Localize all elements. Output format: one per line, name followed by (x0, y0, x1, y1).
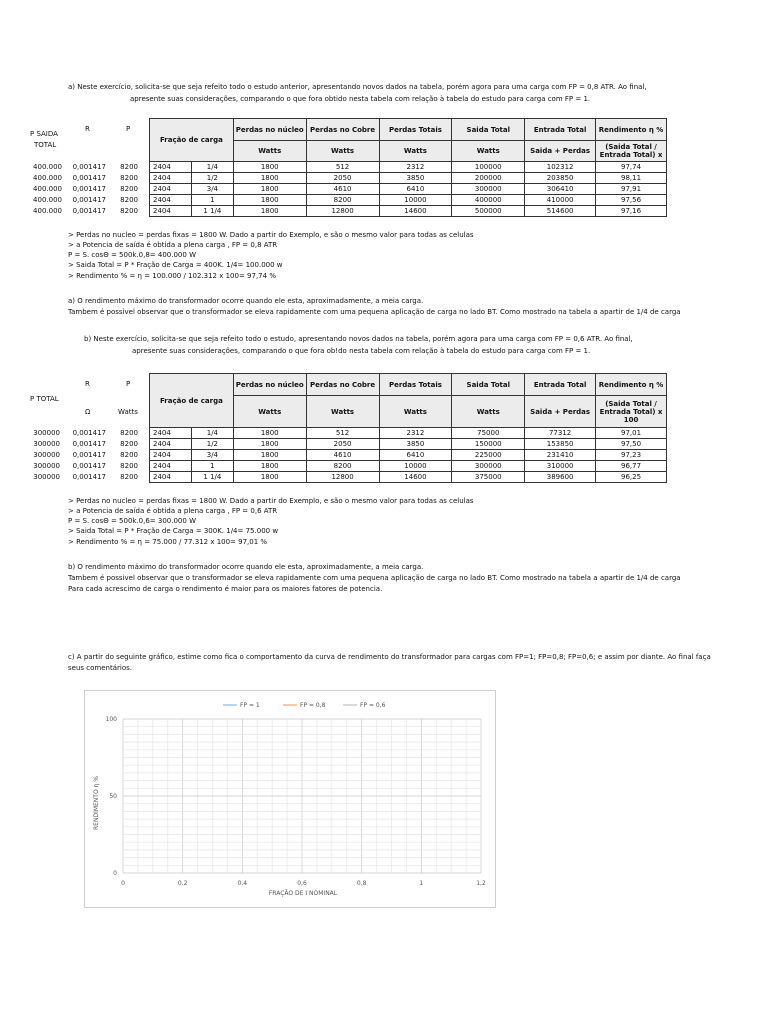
cell-frac: 1 (191, 461, 233, 472)
table-row (150, 439, 667, 450)
note: > a Potencia de saída é obtida a plena carga , FP = 0,8 ATR (68, 241, 278, 250)
cell-cobre: 512 (306, 162, 379, 173)
b-col-p (112, 428, 138, 483)
b-header-omega: Ω (85, 408, 91, 416)
cell-entrada: 410000 (525, 195, 596, 206)
cell-saida: 100000 (452, 162, 525, 173)
cell-cobre: 8200 (306, 461, 379, 472)
cell-n: 2404 (150, 472, 192, 483)
a-cell-p: 8200 (120, 185, 138, 193)
cell-cobre: 8200 (306, 195, 379, 206)
x-tick-label: 0,4 (237, 880, 248, 887)
th-watts: Watts (233, 141, 306, 162)
x-tick-label: 0 (121, 880, 125, 887)
b-cell-ptotal: 300000 (33, 429, 60, 437)
table-row (150, 461, 667, 472)
th-watts: Watts (452, 396, 525, 428)
section-b-conclusion-2: Tambem é possivel observar que o transformador se eleva rapidamente com uma pequena aplicação de carga no lado BT. Como mostrado na tabela a apartir de 1/4 de carga (68, 574, 681, 582)
x-tick-label: 0,8 (356, 880, 367, 887)
cell-saida: 300000 (452, 184, 525, 195)
cell-n: 2404 (150, 184, 192, 195)
cell-entrada: 203850 (525, 173, 596, 184)
b-cell-ptotal: 300000 (33, 451, 60, 459)
a-cell-p: 8200 (120, 207, 138, 215)
cell-nucleo: 1800 (233, 195, 306, 206)
th-watts: Watts (452, 141, 525, 162)
th-entrada-total: Entrada Total (525, 119, 596, 141)
section-b-notes (68, 496, 474, 547)
cell-frac: 1 (191, 195, 233, 206)
a-cell-ptotal: 400.000 (33, 207, 62, 215)
th-rendimento-formula (596, 396, 667, 428)
b-cell-p: 8200 (120, 429, 138, 437)
b-cell-ptotal: 300000 (33, 440, 60, 448)
b-cell-r: 0,001417 (72, 462, 106, 470)
th-perdas-totais: Perdas Totais (379, 119, 452, 141)
th-watts: Watts (233, 396, 306, 428)
th-saida-total: Saida Total (452, 374, 525, 396)
cell-totais: 6410 (379, 450, 452, 461)
note: > Rendimento % = η = 100.000 / 102.312 x 100= 97,74 % (68, 271, 276, 280)
b-cell-r: 0,001417 (72, 451, 106, 459)
section-a-conclusion-1: a) O rendimento máximo do transformador ocorre quando ele esta, aproximadamente, a meia carga. (68, 297, 424, 305)
rend-sub1: (Saida Total / (605, 143, 657, 151)
b-col-r (66, 428, 106, 483)
note: > Rendimento % = η = 75.000 / 77.312 x 100= 97,01 % (68, 537, 268, 546)
rend-sub2: Entrada Total) x (599, 151, 663, 159)
a-cell-ptotal: 400.000 (33, 196, 62, 204)
cell-saida: 150000 (452, 439, 525, 450)
b-cell-r: 0,001417 (72, 429, 106, 437)
a-cell-r: 0,001417 (72, 163, 106, 171)
section-b-conclusion-3: Para cada acrescimo de carga o rendimento é maior para os maiores fatores de potencia. (68, 585, 383, 593)
y-tick-label: 50 (109, 793, 117, 800)
note: P = S. cosΘ = 500k.0,8= 400.000 W (68, 251, 196, 260)
x-tick-label: 1 (419, 880, 424, 887)
b-header-p: P (126, 380, 131, 388)
cell-rend: 97,23 (596, 450, 667, 461)
a-header-p-saida: P SAIDA (30, 130, 58, 138)
a-header-r: R (85, 125, 90, 133)
table-b (149, 373, 667, 483)
cell-n: 2404 (150, 162, 192, 173)
cell-nucleo: 1800 (233, 439, 306, 450)
cell-entrada: 102312 (525, 162, 596, 173)
th-rendimento-formula (596, 141, 667, 162)
cell-frac: 1/2 (191, 439, 233, 450)
table-row (150, 162, 667, 173)
cell-cobre: 2050 (306, 439, 379, 450)
cell-frac: 1 1/4 (191, 472, 233, 483)
a-col-ptotal (22, 162, 62, 217)
cell-entrada: 77312 (525, 428, 596, 439)
cell-n: 2404 (150, 450, 192, 461)
a-cell-ptotal: 400.000 (33, 185, 62, 193)
a-cell-p: 8200 (120, 196, 138, 204)
section-a-conclusion-2: Tambem é possivel observar que o transformador se eleva rapidamente com uma pequena aplicação de carga no lado BT. Como mostrado na tabela a apartir de 1/4 de carga (68, 308, 681, 316)
th-perdas-nucleo: Perdas no núcleo (233, 119, 306, 141)
th-watts: Watts (379, 396, 452, 428)
cell-nucleo: 1800 (233, 206, 306, 217)
cell-rend: 96,77 (596, 461, 667, 472)
th-fracao: Fração de carga (150, 119, 234, 162)
cell-cobre: 512 (306, 428, 379, 439)
a-cell-r: 0,001417 (72, 174, 106, 182)
cell-cobre: 2050 (306, 173, 379, 184)
th-watts: Watts (306, 141, 379, 162)
cell-entrada: 231410 (525, 450, 596, 461)
th-entrada-total: Entrada Total (525, 374, 596, 396)
section-b-intro-line2: apresente suas considerações, comparando o que fora ob!do nesta tabela com relação à tabela do estudo para carga com FP = 1. (132, 347, 591, 355)
th-rendimento: Rendimento η % (596, 374, 667, 396)
y-tick-label: 0 (113, 870, 117, 877)
legend-label: FP = 1 (240, 702, 260, 709)
cell-saida: 225000 (452, 450, 525, 461)
cell-entrada: 310000 (525, 461, 596, 472)
table-row (150, 472, 667, 483)
cell-cobre: 4610 (306, 450, 379, 461)
b-cell-ptotal: 300000 (33, 462, 60, 470)
section-c-intro-line1: c) A partir do seguinte gráfico, estime como fica o comportamento da curva de rendimento do transformador para cargas com FP=1; FP=0,8; FP=0,6; e assim por diante. Ao final faça (68, 653, 711, 661)
cell-nucleo: 1800 (233, 173, 306, 184)
b-cell-ptotal: 300000 (33, 473, 60, 481)
a-cell-r: 0,001417 (72, 196, 106, 204)
section-a-notes (68, 230, 474, 281)
note: > Perdas no nucleo = perdas fixas = 1800 W. Dado a partir do Exemplo, e são o mesmo valor para todas as celulas (68, 231, 474, 239)
cell-totais: 2312 (379, 428, 452, 439)
cell-totais: 3850 (379, 173, 452, 184)
cell-frac: 1/4 (191, 162, 233, 173)
cell-frac: 3/4 (191, 184, 233, 195)
cell-rend: 97,91 (596, 184, 667, 195)
th-perdas-cobre: Perdas no Cobre (306, 119, 379, 141)
cell-totais: 3850 (379, 439, 452, 450)
chart-ticks (106, 716, 486, 887)
a-col-p (112, 162, 138, 217)
x-axis-label: FRAÇÃO DE I NOMINAL (268, 890, 338, 897)
chart-legend (223, 702, 386, 709)
cell-n: 2404 (150, 439, 192, 450)
table-row (150, 428, 667, 439)
a-cell-r: 0,001417 (72, 185, 106, 193)
cell-frac: 1 1/4 (191, 206, 233, 217)
b-col-ptotal (22, 428, 60, 483)
b-cell-p: 8200 (120, 462, 138, 470)
a-header-p: P (126, 125, 131, 133)
th-perdas-cobre: Perdas no Cobre (306, 374, 379, 396)
cell-rend: 97,56 (596, 195, 667, 206)
a-cell-p: 8200 (120, 163, 138, 171)
table-row (150, 195, 667, 206)
th-saida-perdas: Saida + Perdas (525, 141, 596, 162)
cell-frac: 1/2 (191, 173, 233, 184)
cell-entrada: 389600 (525, 472, 596, 483)
cell-entrada: 514600 (525, 206, 596, 217)
cell-saida: 375000 (452, 472, 525, 483)
b-cell-r: 0,001417 (72, 473, 106, 481)
cell-saida: 75000 (452, 428, 525, 439)
cell-rend: 97,50 (596, 439, 667, 450)
note: > Saida Total = P * Fração de Carga = 300K. 1/4= 75.000 w (68, 527, 279, 536)
b-cell-p: 8200 (120, 451, 138, 459)
th-rendimento: Rendimento η % (596, 119, 667, 141)
a-cell-p: 8200 (120, 174, 138, 182)
cell-saida: 200000 (452, 173, 525, 184)
a-cell-r: 0,001417 (72, 207, 106, 215)
rend-sub1: (Saida Total / (605, 399, 657, 408)
cell-n: 2404 (150, 206, 192, 217)
a-header-total: TOTAL (34, 141, 57, 149)
cell-nucleo: 1800 (233, 472, 306, 483)
table-row (150, 173, 667, 184)
th-saida-total: Saida Total (452, 119, 525, 141)
y-axis-label: RENDIMENTO η % (93, 776, 100, 830)
table-row (150, 184, 667, 195)
cell-n: 2404 (150, 195, 192, 206)
b-cell-p: 8200 (120, 473, 138, 481)
note: > Perdas no nucleo = perdas fixas = 1800 W. Dado a partir do Exemplo, e são o mesmo valor para todas as celulas (68, 497, 474, 505)
cell-nucleo: 1800 (233, 184, 306, 195)
cell-saida: 400000 (452, 195, 525, 206)
cell-frac: 1/4 (191, 428, 233, 439)
y-tick-label: 100 (105, 716, 117, 723)
a-col-r (66, 162, 106, 217)
cell-nucleo: 1800 (233, 461, 306, 472)
cell-frac: 3/4 (191, 450, 233, 461)
cell-entrada: 306410 (525, 184, 596, 195)
b-cell-r: 0,001417 (72, 440, 106, 448)
legend-label: FP = 0,8 (300, 702, 326, 709)
x-tick-label: 0,2 (177, 880, 188, 887)
cell-nucleo: 1800 (233, 428, 306, 439)
th-saida-perdas: Saida + Perdas (525, 396, 596, 428)
legend-label: FP = 0,6 (360, 702, 386, 709)
table-a (149, 118, 667, 217)
cell-cobre: 12800 (306, 472, 379, 483)
rend-sub2: Entrada Total) x (599, 407, 663, 416)
cell-n: 2404 (150, 428, 192, 439)
a-cell-ptotal: 400.000 (33, 174, 62, 182)
th-watts: Watts (306, 396, 379, 428)
b-header-r: R (85, 380, 90, 388)
cell-rend: 97,01 (596, 428, 667, 439)
x-tick-label: 1,2 (476, 880, 486, 887)
x-tick-label: 0,6 (297, 880, 307, 887)
cell-rend: 97,74 (596, 162, 667, 173)
table-row (150, 450, 667, 461)
cell-saida: 300000 (452, 461, 525, 472)
cell-nucleo: 1800 (233, 162, 306, 173)
note: P = S. cosΘ = 500k.0,6= 300.000 W (68, 517, 196, 526)
section-b-conclusion-1: b) O rendimento máximo do transformador ocorre quando ele esta, aproximadamente, a meia carga. (68, 563, 424, 571)
cell-nucleo: 1800 (233, 450, 306, 461)
th-perdas-totais: Perdas Totais (379, 374, 452, 396)
section-c-intro-line2: seus comentários. (68, 664, 132, 672)
cell-cobre: 12800 (306, 206, 379, 217)
chart-svg (85, 691, 495, 907)
cell-rend: 97,16 (596, 206, 667, 217)
th-fracao: Fração de carga (150, 374, 234, 428)
section-a-intro-line1: a) Neste exercício, solicita-se que seja refeito todo o estudo anterior, apresentando novos dados na tabela, porém agora para uma carga com FP = 0,8 ATR. Ao final, (68, 83, 647, 91)
cell-n: 2404 (150, 461, 192, 472)
cell-totais: 10000 (379, 461, 452, 472)
th-perdas-nucleo: Perdas no núcleo (233, 374, 306, 396)
rend-sub3: 100 (623, 415, 639, 424)
b-header-watts: Watts (118, 408, 138, 416)
section-a-intro-line2: apresente suas considerações, comparando o que fora obtido nesta tabela com relação à tabela do estudo para carga com FP = 1. (130, 95, 591, 103)
cell-cobre: 4610 (306, 184, 379, 195)
cell-n: 2404 (150, 173, 192, 184)
note: > a Potencia de saída é obtida a plena carga , FP = 0,6 ATR (68, 507, 278, 516)
note: > Saida Total = P * Fração de Carga = 400K. 1/4= 100.000 w (68, 261, 283, 270)
b-header-p-total: P TOTAL (30, 395, 59, 403)
cell-rend: 96,25 (596, 472, 667, 483)
cell-totais: 14600 (379, 472, 452, 483)
cell-totais: 2312 (379, 162, 452, 173)
th-watts: Watts (379, 141, 452, 162)
cell-totais: 14600 (379, 206, 452, 217)
cell-rend: 98,11 (596, 173, 667, 184)
cell-entrada: 153850 (525, 439, 596, 450)
efficiency-chart (84, 690, 496, 908)
cell-totais: 6410 (379, 184, 452, 195)
a-cell-ptotal: 400.000 (33, 163, 62, 171)
chart-grid (123, 719, 481, 873)
table-row (150, 206, 667, 217)
b-cell-p: 8200 (120, 440, 138, 448)
cell-totais: 10000 (379, 195, 452, 206)
cell-saida: 500000 (452, 206, 525, 217)
section-b-intro-line1: b) Neste exercício, solicita-se que seja refeito todo o estudo, apresentando novos dados na tabela, porém agora para uma carga com FP = 0,6 ATR. Ao final, (84, 335, 633, 343)
